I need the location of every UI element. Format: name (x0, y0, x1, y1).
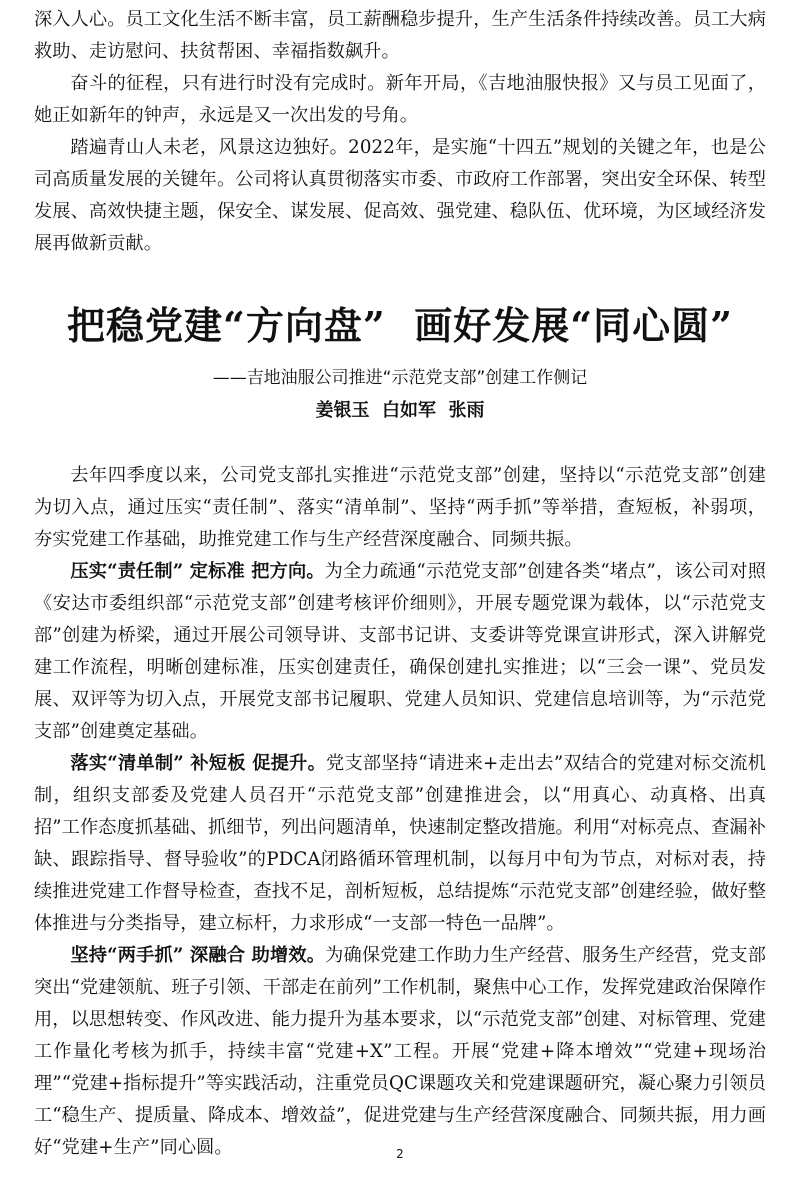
article-title: 把稳党建“方向盘” 画好发展“同心圆” (67, 303, 733, 348)
section-heading: 压实“责任制” 定标准 把方向。 (70, 561, 325, 582)
section-body: 为全力疏通“示范党支部”创建各类“堵点”，该公司对照《安达市委组织部“示范党支部”创建考核评价细则》，开展专题党课为载体，以“示范党支部”创建为桥梁，通过开展公司领导讲、支部书记讲、支委讲等党课宣讲形式，深入讲解党建工作流程，明晰创建标准，压实创建责任，确保创建扎实推进；以“三会一课”、党员发展、双评等为切入点，开展党支部书记履职、党建人员知识、党建信息培训等，为“示范党支部”创建奠定基础。 (34, 561, 766, 742)
intro-paragraph-3-text: 踏遍青山人未老，风景这边独好。2022年，是实施“十四五”规划的关键之年，也是公司高质量发展的关键年。公司将认真贯彻落实市委、市政府工作部署，突出安全环保、转型发展、高效快捷主题，保安全、谋发展、促高效、强党建、稳队伍、优环境，为区域经济发展再做新贡献。 (34, 137, 766, 254)
article-opening-text: 去年四季度以来，公司党支部扎实推进“示范党支部”创建，坚持以“示范党支部”创建为切入点，通过压实“责任制”、落实“清单制”、坚持“两手抓”等举措，查短板，补弱项，夯实党建工作基础，助推党建工作与生产经营深度融合、同频共振。 (34, 465, 766, 550)
intro-paragraph-2-text: 奋斗的征程，只有进行时没有完成时。新年开局，《吉地油服快报》又与员工见面了，她正如新年的钟声，永远是又一次出发的号角。 (34, 73, 766, 126)
intro-paragraph-2 (34, 68, 766, 132)
section-two-hands (34, 940, 766, 1164)
intro-paragraph-3 (34, 132, 766, 260)
section-heading: 落实“清单制” 补短板 促提升。 (70, 753, 327, 774)
article-authors: 姜银玉 白如军 张雨 (315, 400, 485, 421)
article-subtitle: ——吉地油服公司推进“示范党支部”创建工作侧记 (212, 368, 588, 388)
intro-paragraph-1 (34, 4, 766, 68)
section-body: 党支部坚持“请进来+走出去”双结合的党建对标交流机制，组织支部委及党建人员召开“示范党支部”创建推进会，以“用真心、动真格、出真招”工作态度抓基础、抓细节，列出问题清单，快速制定整改措施。利用“对标亮点、查漏补缺、跟踪指导、督导验收”的PDCA闭路循环管理机制，以每月中旬为节点，对标对表，持续推进党建工作督导检查，查找不足，剖析短板，总结提炼“示范党支部”创建经验，做好整体推进与分类指导，建立标杆，力求形成“一支部一特色一品牌”。 (34, 753, 767, 934)
section-checklist (34, 748, 766, 940)
intro-paragraph-1-text: 深入人心。员工文化生活不断丰富，员工薪酬稳步提升，生产生活条件持续改善。员工大病救助、走访慰问、扶贫帮困、幸福指数飙升。 (34, 9, 766, 62)
section-body: 为确保党建工作助力生产经营、服务生产经营，党支部突出“党建领航、班子引领、干部走在前列”工作机制，聚焦中心工作，发挥党建政治保障作用，以思想转变、作风改进、能力提升为基本要求，以“示范党支部”创建、对标管理、党建工作量化考核为抓手，持续丰富“党建+X”工程。开展“党建+降本增效”“党建+现场治理”“党建+指标提升”等实践活动，注重党员QC课题攻关和党建课题研究，凝心聚力引领员工“稳生产、提质量、降成本、增效益”，促进党建与生产经营深度融合、同频共振，用力画好“党建+生产”同心圆。 (34, 945, 767, 1158)
section-responsibility (34, 556, 766, 748)
section-heading: 坚持“两手抓” 深融合 助增效。 (70, 945, 326, 966)
article-opening-paragraph (34, 460, 766, 556)
page-number: 2 (396, 1147, 404, 1161)
